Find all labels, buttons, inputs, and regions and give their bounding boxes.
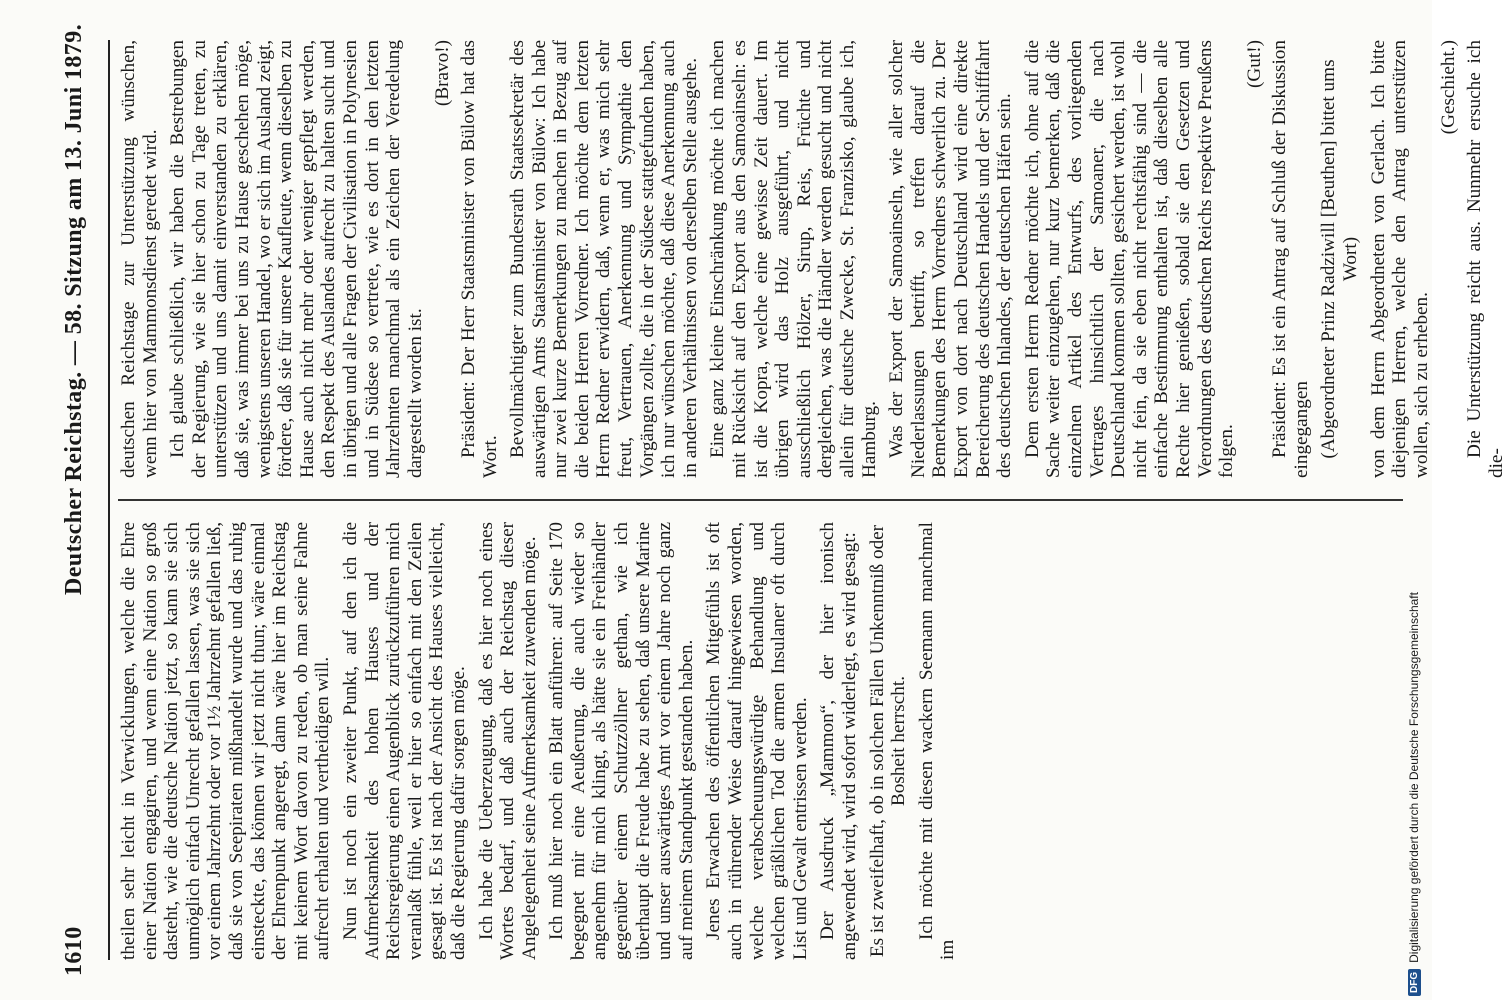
left-column [118,522,1403,960]
action-note: (Geschieht.) [1438,40,1460,135]
interjection-note: (Abgeordneter Prinz Radziwill [Beuthen] bittet ums Wort) [1318,59,1362,459]
left-paragraph: Der Ausdruck „Mammon“, der hier ironisch angewendet wird, wird sofort widerlegt, es wird gesagt: [817,522,860,960]
right-paragraph: von dem Herrn Abgeordneten von Gerlach. Ich bitte diejenigen Herren, welche den Antrag unterstützen wollen, sich zu erheben. [1367,40,1432,478]
page-header [46,24,102,976]
header-rule [108,40,110,960]
left-paragraph: Ich möchte mit diesen wackern Seemann manchmal im [915,522,959,960]
right-paragraph: Dem ersten Herrn Redner möchte ich, ohne auf die Sache weiter einzugehen, nur kurz bemerken, daß die einzelnen Artikel des Entwurfs, des vorliegenden Vertrages hinsichtlich der Samoaner, die nach Deutschland kommen sollten, gesichert werden, ist wohl nicht fein, da sie eben nicht rechtsfähig sind — die einfache Bestimmung enthalten ist, daß dieselben alle Rechte hier genießen, sobald sie den Gesetzen und Verordnungen des deutschen Reichs respektive Preußens folgen. [1021,40,1238,478]
left-paragraph: theilen sehr leicht in Verwicklungen, welche die Ehre einer Nation engagiren, und wenn eine Nation so groß dasteht, wie die deutsche Nation jetzt, so kann sie sich unmöglich einfach Unrecht gefallen lassen, was sie sich vor einem Jahrzehnt oder vor 1½ Jahrzehnt gefallen ließ, daß sie von Seepiraten mißhandelt wurde und das ruhig einsteckte, das können wir jetzt nicht thun; wäre einmal der Ehrenpunkt angeregt, dann wäre hier im Reichstag mit keinem Wort davon zu reden, ob man seine Fahne aufrecht erhalten und vertheidigen will. [118,522,334,960]
right-paragraph: Die Unterstützung reicht aus. Nunmehr ersuche ich die- [1464,40,1507,478]
left-paragraph: Nun ist noch ein zweiter Punkt, auf den ich die Aufmerksamkeit des hohen Hauses und der Reichsregierung einen Augenblick zurückzuführen mich veranlaßt fühle, weil er hier so einfach mit den Zeilen gesagt ist. Es ist nach der Ansicht des Hauses vielleicht, daß die Regierung dafür sorgen möge. [339,522,469,960]
president-motion: Präsident: Es ist ein Antrag auf Schluß der Diskussion eingegangen [1269,40,1312,478]
applause-note: (Bravo!) [432,40,454,107]
left-paragraph: Jenes Erwachen des öffentlichen Mitgefühls ist oft auch in rührender Weise darauf hingewiesen worden, welche verabscheuungswürdige Behandlung und welchen gräßlichen Tod die armen Insulaner oft durch List und Gewalt entrissen werden. [703,522,811,960]
left-paragraph: Ich habe die Ueberzeugung, daß es hier noch eines Wortes bedarf, und daß auch der Reichstag dieser Angelegenheit seine Aufmerksamkeit zuwenden möge. [475,522,540,960]
minister-speech: Bevollmächtigter zum Bundesrath Staatssekretär des auswärtigen Amts Staatsminister von Bülow: Ich habe nur zwei kurze Bemerkungen zu machen in Bezug auf die beiden Herren Vorredner. Ich möchte dem letzten Herrn Redner erwidern, daß, wenn er, was mich sehr freut, Vertrauen, Anerkennung und Sympathie den Vorgängen zollte, die in der Südsee stattgefunden haben, ich nur wünschen möchte, daß diese Anerkennung auch in anderen Verhältnissen von derselben Stelle ausgehe. [507,40,701,478]
left-paragraph: Ich muß hier noch ein Blatt anführen: auf Seite 170 begegnet mir eine Aeußerung, die auch wieder so angenehm für mich klingt, als hätte sie ein Freihändler gegenüber einem Schutzzöllner gethan, wie ich überhaupt die Freude habe zu sehen, daß unsere Marine und unser auswärtiges Amt vor einem Jahre noch ganz auf meinem Standpunkt gestanden haben. [546,522,697,960]
president-speech: Präsident: Der Herr Staatsminister von Bülow hat das Wort. [457,40,501,478]
right-paragraph: Ich glaube schließlich, wir haben die Bestrebungen der Regierung, wie sie hier schon zu Tage treten, zu unterstützen und uns damit einverstanden zu erklären, daß sie, was immer bei uns zu Hause geschehen möge, wenigstens unseren Handel, wo er sich im Ausland zeigt, fördere, daß sie für unsere Kaufleute, wenn dieselben zu Hause auch nicht mehr oder weniger gepflegt werden, den Respekt des Auslandes aufrecht zu halten sucht und in übrigen und alle Fragen der Civilisation in Polynesien und in Südsee so vertrete, wie es dort in den letzten Jahrzehnten manchmal als ein Zeichen der Veredelung dargestellt worden ist. [167,39,426,478]
dfg-logo-icon: DFG [1408,969,1421,996]
digitization-note: Digitalisierung gefördert durch die Deutsche Forschungsgemeinschaft [1407,592,1421,963]
page-title: Deutscher Reichstag. — 58. Sitzung am 13. Juni 1879. [60,24,87,596]
right-paragraph: Was der Export der Samoainseln, wie aller solcher Niederlassungen betrifft, so treffen darauf die Bemerkungen des Herrn Vorredners schwerlich zu. Der Export von dort nach Deutschland wird eine direkte Bereicherung des deutschen Handels und der Schifffahrt des deutschen Inlandes, der deutschen Häfen sein. [886,40,1016,478]
left-quote: Es ist zweifelhaft, ob in solchen Fällen Unkenntniß oder Bosheit herrscht. [866,524,910,958]
column-divider [118,500,1403,502]
approval-note: (Gut!) [1243,40,1265,88]
right-paragraph: Eine ganz kleine Einschränkung möchte ich machen mit Rücksicht auf den Export aus den Samoainseln: es ist die Kopra, welche eine gewisse Zeit dauert. Im übrigen wird das Holz ausgeführt, und nicht ausschließlich Hölzer, Sirup, Reis, Früchte und dergleichen, was die Händler werden gesucht und nicht allein für deutsche Zwecke, St. Franzisko, glaube ich, Hamburg. [707,40,880,478]
right-paragraph: deutschen Reichstage zur Unterstützung wünschen, wenn hier von Mammonsdienst geredet wird. [118,40,161,478]
page-number: 1610 [60,926,87,976]
right-column [118,39,1507,478]
